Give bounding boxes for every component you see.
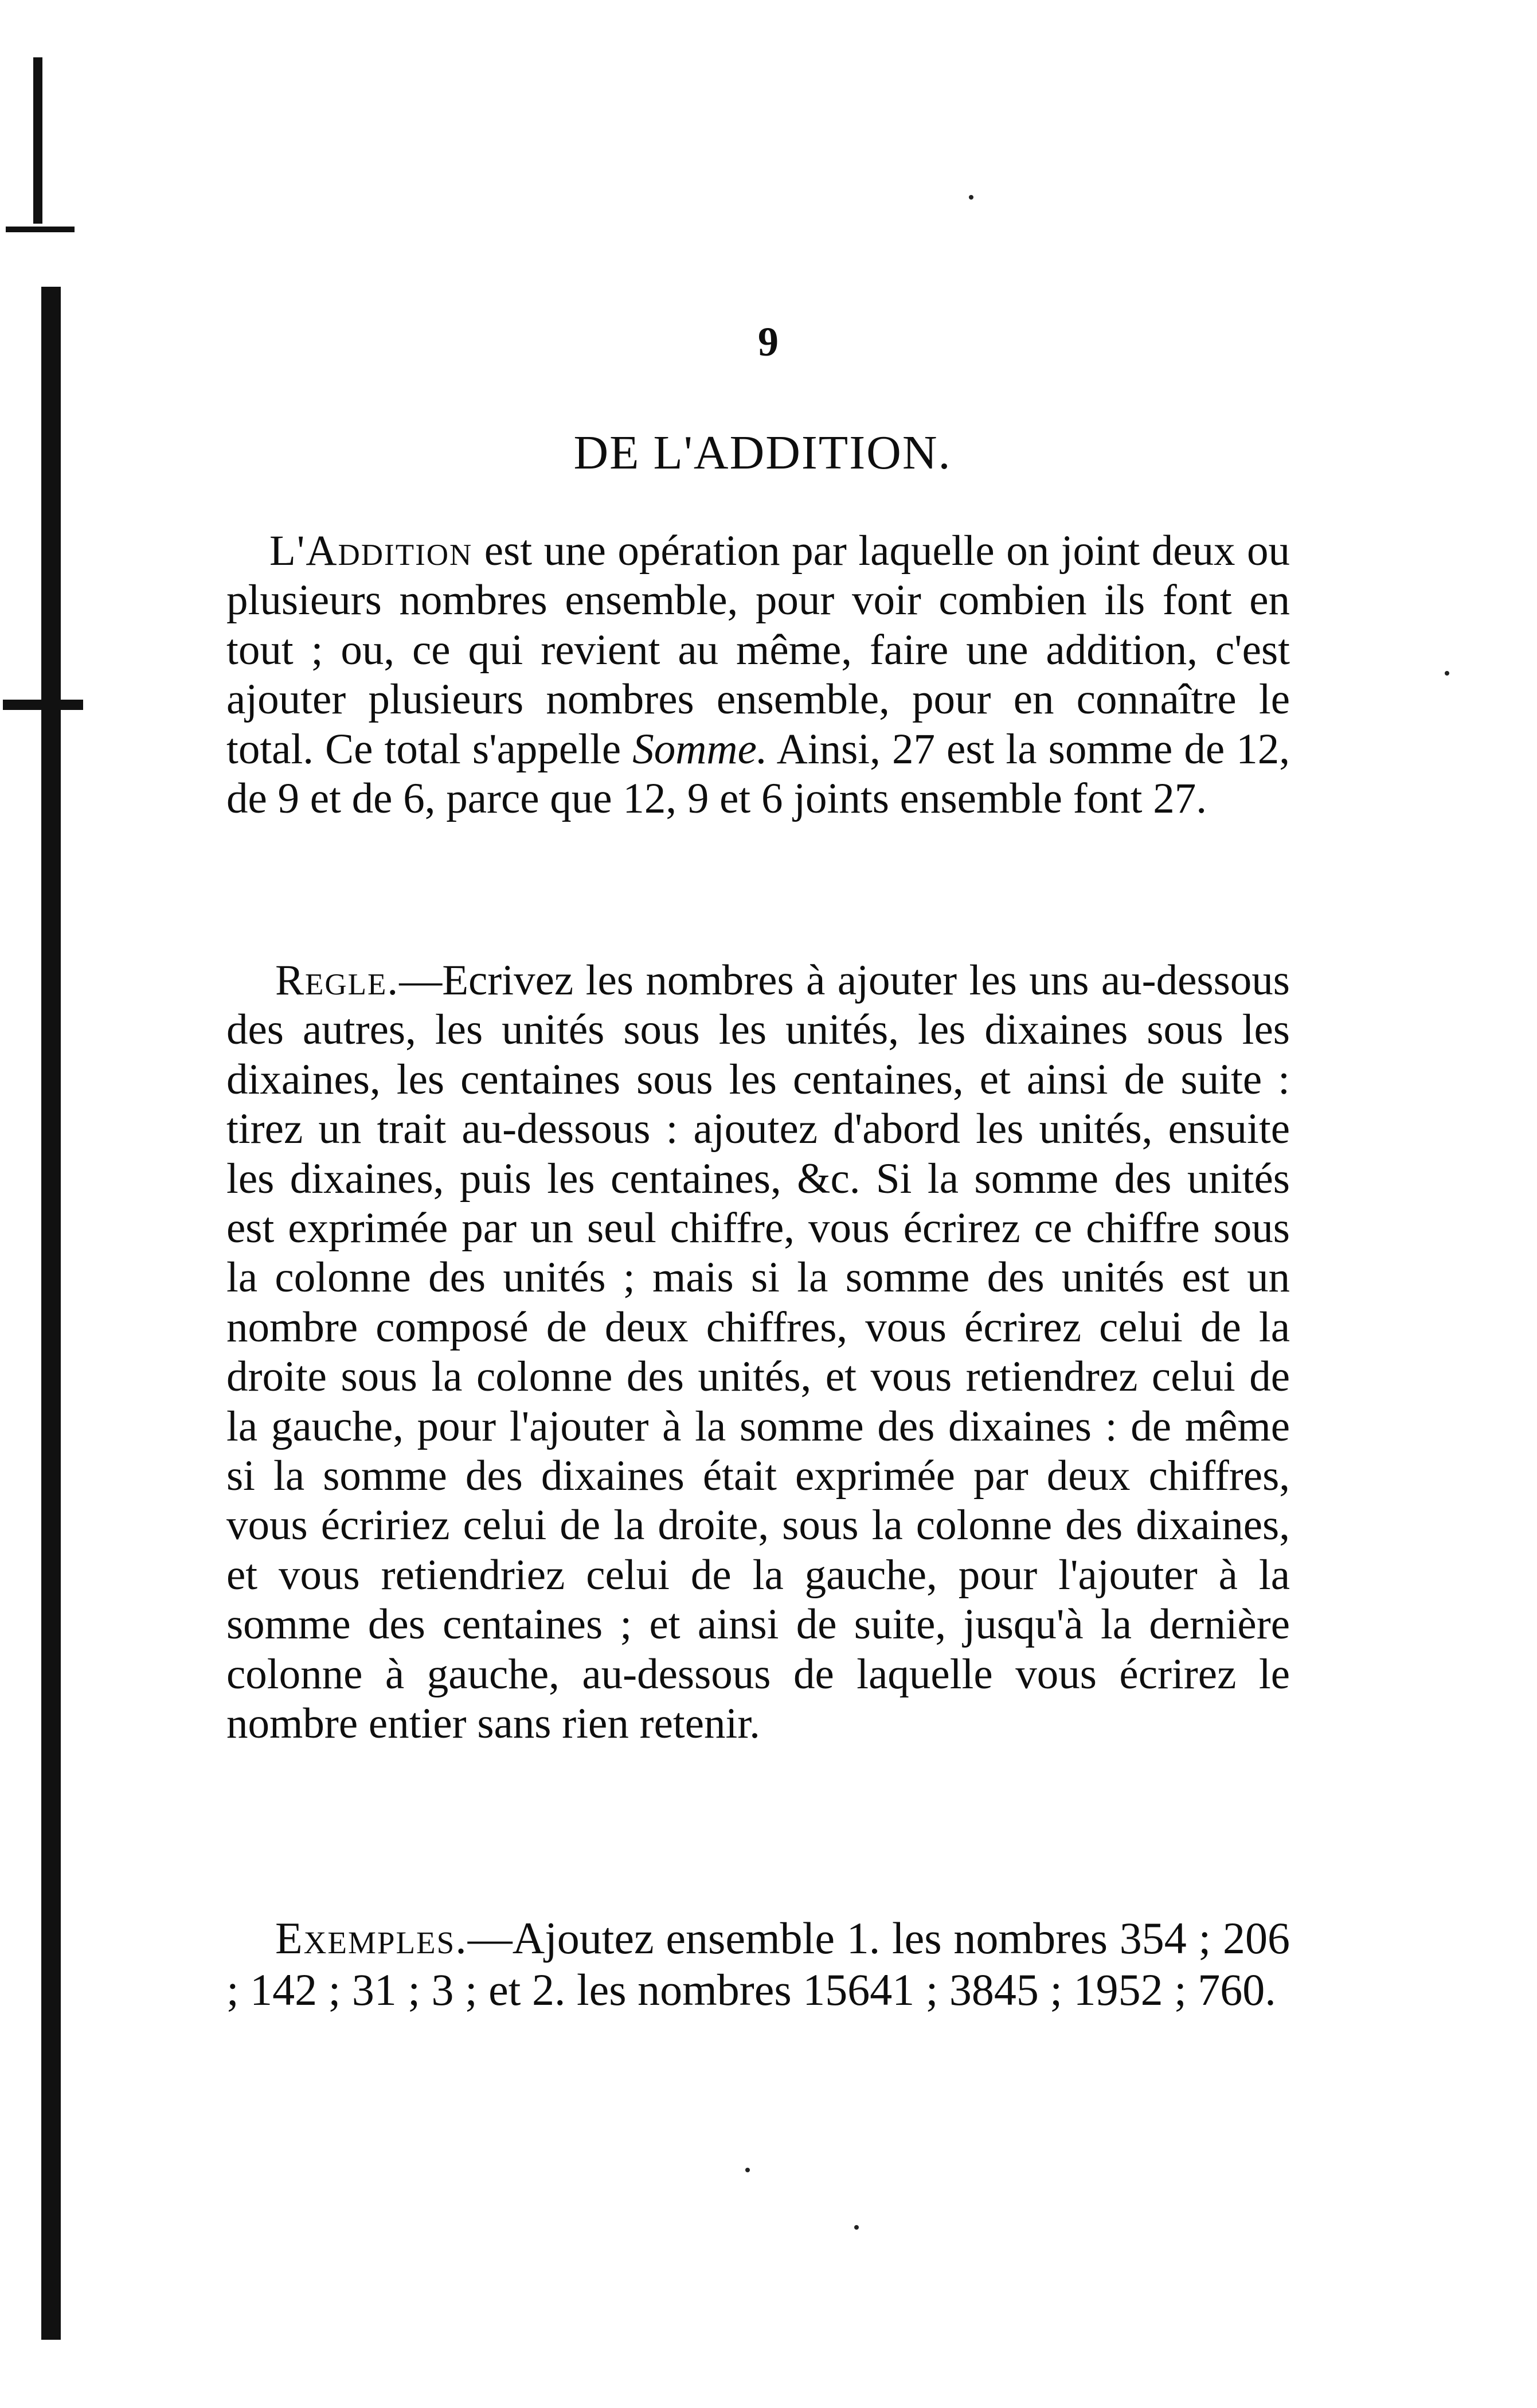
chapter-title: DE L'ADDITION.	[573, 426, 952, 479]
paragraph-text: est une opération par laquelle on joint deux ou plusieurs nombres ensemble, pour voir combien ils font en tout ; ou, ce qui revient au même, faire une addition, c'est ajouter plusieurs nombres ensemble, pour en connaître le total. Ce total s'appelle	[226, 527, 1290, 773]
scan-tick	[3, 700, 83, 710]
scan-speck	[969, 195, 973, 200]
paragraph-text: Ainsi, 27 est la somme de 12, de 9 et de 6, parce que 12, 9 et 6 joints ensemble font 27.	[226, 725, 1290, 823]
scan-tick	[6, 227, 75, 232]
paragraph-rule	[226, 956, 1290, 1749]
paragraph-emphasis: Somme.	[632, 725, 768, 773]
scan-speck	[854, 2225, 859, 2230]
scan-speck	[745, 2168, 750, 2172]
paragraph-lead: L'Addition	[269, 527, 473, 575]
scan-edge-left	[41, 287, 61, 2340]
paragraph-lead: Exemples.	[275, 1913, 468, 1963]
scan-speck	[1445, 671, 1449, 676]
paragraph-lead: Regle.	[275, 957, 400, 1004]
paragraph-definition	[226, 526, 1290, 824]
scan-edge-top	[33, 57, 42, 224]
paragraph-examples	[226, 1913, 1290, 2016]
page-number: 9	[758, 319, 779, 365]
paragraph-text: —Ecrivez les nombres à ajouter les uns au-dessous des autres, les unités sous les unités, les dixaines sous les dixaines, les centaines sous les centaines, et ainsi de suite : tirez un trait au-dessous : ajoutez d'abord les unités, ensuite les dixaines, puis les centaines, &c. Si la somme des unités est exprimée par un seul chiffre, vous écrirez ce chiffre sous la colonne des unités ; mais si la somme des unités est un nombre composé de deux chiffres, vous écrirez celui de la droite sous la colonne des unités, et vous retiendrez celui de la gauche, pour l'ajouter à la somme des dixaines : de même si la somme des dixaines était exprimée par deux chiffres, vous écririez celui de la droite, sous la colonne des dixaines, et vous retiendriez celui de la gauche, pour l'ajouter à la somme des centaines ; et ainsi de suite, jusqu'à la dernière colonne à gauche, au-dessous de laquelle vous écrirez le nombre entier sans rien retenir.	[226, 957, 1290, 1748]
paragraph-text: —Ajoutez ensemble 1. les nombres 354 ; 206 ; 142 ; 31 ; 3 ; et 2. les nombres 15641 ; 3845 ; 1952 ; 760.	[226, 1913, 1290, 2015]
